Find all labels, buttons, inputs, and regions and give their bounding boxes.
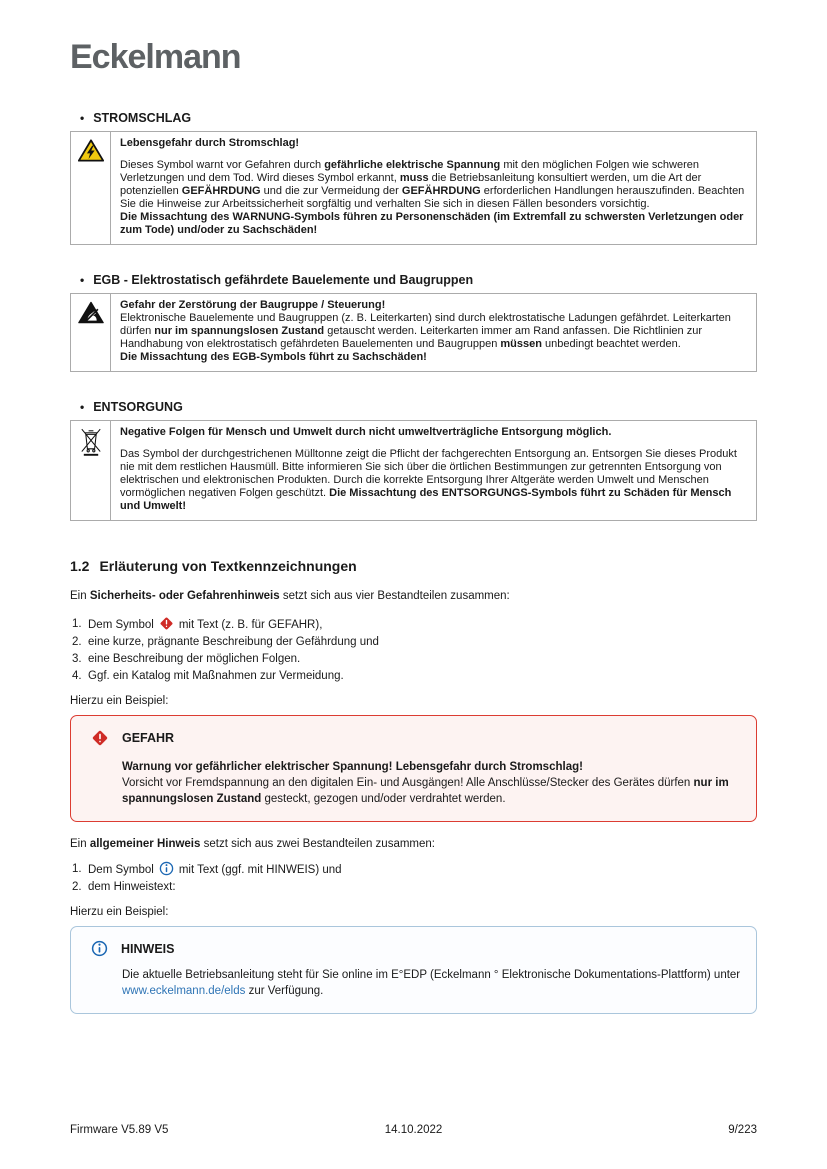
- danger-diamond-icon: [159, 616, 174, 631]
- list-number: 2.: [72, 881, 82, 893]
- section-heading-egb: [80, 273, 757, 287]
- list-number: 1.: [72, 618, 82, 630]
- list-item-pre: Dem Symbol: [88, 864, 154, 876]
- section-heading-label: STROMSCHLAG: [93, 111, 192, 125]
- eckelmann-logo: Eckelmann: [70, 38, 241, 76]
- footer-date: 14.10.2022: [384, 1124, 443, 1136]
- list-item: [72, 879, 757, 896]
- example-label: Hierzu ein Beispiel:: [70, 695, 169, 707]
- danger-diamond-icon: [91, 729, 109, 747]
- list-item-text: Ggf. ein Katalog mit Maßnahmen zur Vermeidung.: [88, 670, 344, 682]
- warning-box-text: [111, 421, 756, 520]
- list-item-post: mit Text (z. B. für GEFAHR),: [178, 619, 323, 631]
- gefahr-body: [122, 759, 742, 807]
- warning-box-icon-cell: [71, 294, 111, 371]
- list-item: [72, 651, 757, 668]
- ordered-list-safety: [72, 616, 757, 685]
- bullet-icon: •: [80, 273, 85, 287]
- intro-paragraph-safety: Ein Sicherheits- oder Gefahrenhinweis setzt sich aus vier Bestandteilen zusammen:: [70, 590, 510, 602]
- list-item: [72, 668, 757, 685]
- bullet-icon: •: [80, 111, 85, 125]
- warning-box-stromschlag: [70, 131, 757, 245]
- hinweis-example-box: [70, 926, 757, 1014]
- list-item-text: dem Hinweistext:: [88, 881, 176, 893]
- esd-warning-icon: [78, 301, 104, 324]
- page-footer: [70, 1124, 757, 1169]
- intro-paragraph-note: Ein allgemeiner Hinweis setzt sich aus zwei Bestandteilen zusammen:: [70, 838, 435, 850]
- chapter-heading: [70, 558, 757, 574]
- warning-box-text: [111, 132, 756, 244]
- warning-title: Lebensgefahr durch Stromschlag!: [120, 137, 300, 149]
- info-circle-icon: [159, 861, 174, 876]
- list-item: [72, 861, 757, 879]
- list-item-text: eine kurze, prägnante Beschreibung der Gefährdung und: [88, 636, 379, 648]
- hinweis-header: [91, 940, 742, 957]
- list-number: 4.: [72, 670, 82, 682]
- hinweis-title: HINWEIS: [121, 941, 175, 956]
- ordered-list-note: [72, 861, 757, 896]
- warning-box-text: [111, 294, 756, 371]
- section-heading-stromschlag: [80, 111, 757, 125]
- gefahr-warning-line: Warnung vor gefährlicher elektrischer Spannung! Lebensgefahr durch Stromschlag!: [122, 761, 583, 773]
- warning-title: Gefahr der Zerstörung der Baugruppe / Steuerung!: [120, 299, 386, 311]
- warning-title: Negative Folgen für Mensch und Umwelt durch nicht umweltverträgliche Entsorgung möglich.: [120, 426, 612, 438]
- list-item-pre: Dem Symbol: [88, 619, 154, 631]
- gefahr-example-box: [70, 715, 757, 822]
- warning-box-entsorgung: [70, 420, 757, 521]
- warning-body: Elektronische Bauelemente und Baugruppen (z. B. Leiterkarten) sind durch elektrostatische Ladungen gefährdet. Leiterkarten dürfen nur im spannungslosen Zustand getauscht werden. Leiterkarten immer am Rand anfassen. Die Richtlinien zur Handhabung von elektrostatisch gefährdeten Bauelementen und Baugruppen müssen unbedingt beachtet werden.: [120, 312, 731, 350]
- warning-box-icon-cell: [71, 132, 111, 244]
- list-item: [72, 634, 757, 651]
- electric-shock-warning-icon: [78, 139, 104, 162]
- list-number: 1.: [72, 863, 82, 875]
- list-item-text: eine Beschreibung der möglichen Folgen.: [88, 653, 301, 665]
- hinweis-body: Die aktuelle Betriebsanleitung steht für Sie online im E°EDP (Eckelmann ° Elektronische Dokumentations-Plattform) unter www.eckelmann.de/elds zur Verfügung.: [122, 969, 741, 997]
- gefahr-header: [91, 729, 742, 747]
- warning-body: Das Symbol der durchgestrichenen Mülltonne zeigt die Pflicht der fachgerechten Entsorgung an. Entsorgen Sie dieses Produkt nie mit dem restlichen Hausmüll. Bitte informieren Sie sich über die örtlichen Bestimmungen zur getrennten Entsorgung von elektrischen und elektronischen Produkten. Durch die korrekte Entsorgung Ihrer Altgeräte werden Umwelt und Menschen vormöglichen negativen Folgen geschützt. Die Missachtung des ENTSORGUNGS-Symbols führt zu Schäden für Mensch und Umwelt!: [120, 448, 737, 512]
- weee-crossed-bin-icon: [79, 428, 103, 456]
- warning-body: Dieses Symbol warnt vor Gefahren durch gefährliche elektrische Spannung mit den möglichen Folgen wie schweren Verletzungen und dem Tod. Wird dieses Symbol erkannt, muss die Betriebsanleitung konsultiert werden, um die Art der potenziellen GEFÄHRDUNG und die zur Vermeidung der GEFÄHRDUNG erforderlichen Handlungen herauszufinden. Beachten Sie die Hinweise zur Arbeitssicherheit sorgfältig und verhalten Sie sich in diesen Fällen besonders vorsichtig.: [120, 159, 745, 210]
- warning-consequence: Die Missachtung des WARNUNG-Symbols führen zu Personenschäden (im Extremfall zu schwersten Verletzungen oder zum Tode) und/oder zu Sachschäden!: [120, 211, 744, 236]
- list-item-text: [88, 861, 342, 879]
- gefahr-description: Vorsicht vor Fremdspannung an den digitalen Ein- und Ausgängen! Alle Anschlüsse/Stecker des Gerätes dürfen nur im spannungslosen Zustand gesteckt, gezogen und/oder verdrahtet werden.: [122, 777, 729, 805]
- section-heading-entsorgung: [80, 400, 757, 414]
- section-heading-label: EGB - Elektrostatisch gefährdete Bauelemente und Baugruppen: [93, 273, 474, 287]
- chapter-title: Erläuterung von Textkennzeichnungen: [99, 558, 357, 574]
- chapter-number: 1.2: [70, 558, 90, 574]
- list-item-post: mit Text (ggf. mit HINWEIS) und: [178, 864, 342, 876]
- list-item: [72, 616, 757, 634]
- warning-consequence: Die Missachtung des EGB-Symbols führt zu Sachschäden!: [120, 351, 427, 363]
- warning-box-egb: [70, 293, 757, 372]
- info-circle-icon: [91, 940, 108, 957]
- footer-page-number: 9/223: [728, 1124, 757, 1136]
- list-number: 3.: [72, 653, 82, 665]
- bullet-icon: •: [80, 400, 85, 414]
- list-item-text: [88, 616, 322, 634]
- footer-firmware-version: Firmware V5.89 V5: [70, 1124, 169, 1136]
- example-label: Hierzu ein Beispiel:: [70, 906, 169, 918]
- eckelmann-elds-link[interactable]: www.eckelmann.de/elds: [122, 985, 246, 997]
- list-number: 2.: [72, 636, 82, 648]
- warning-box-icon-cell: [71, 421, 111, 520]
- section-heading-label: ENTSORGUNG: [93, 400, 183, 414]
- gefahr-title: GEFAHR: [122, 731, 175, 745]
